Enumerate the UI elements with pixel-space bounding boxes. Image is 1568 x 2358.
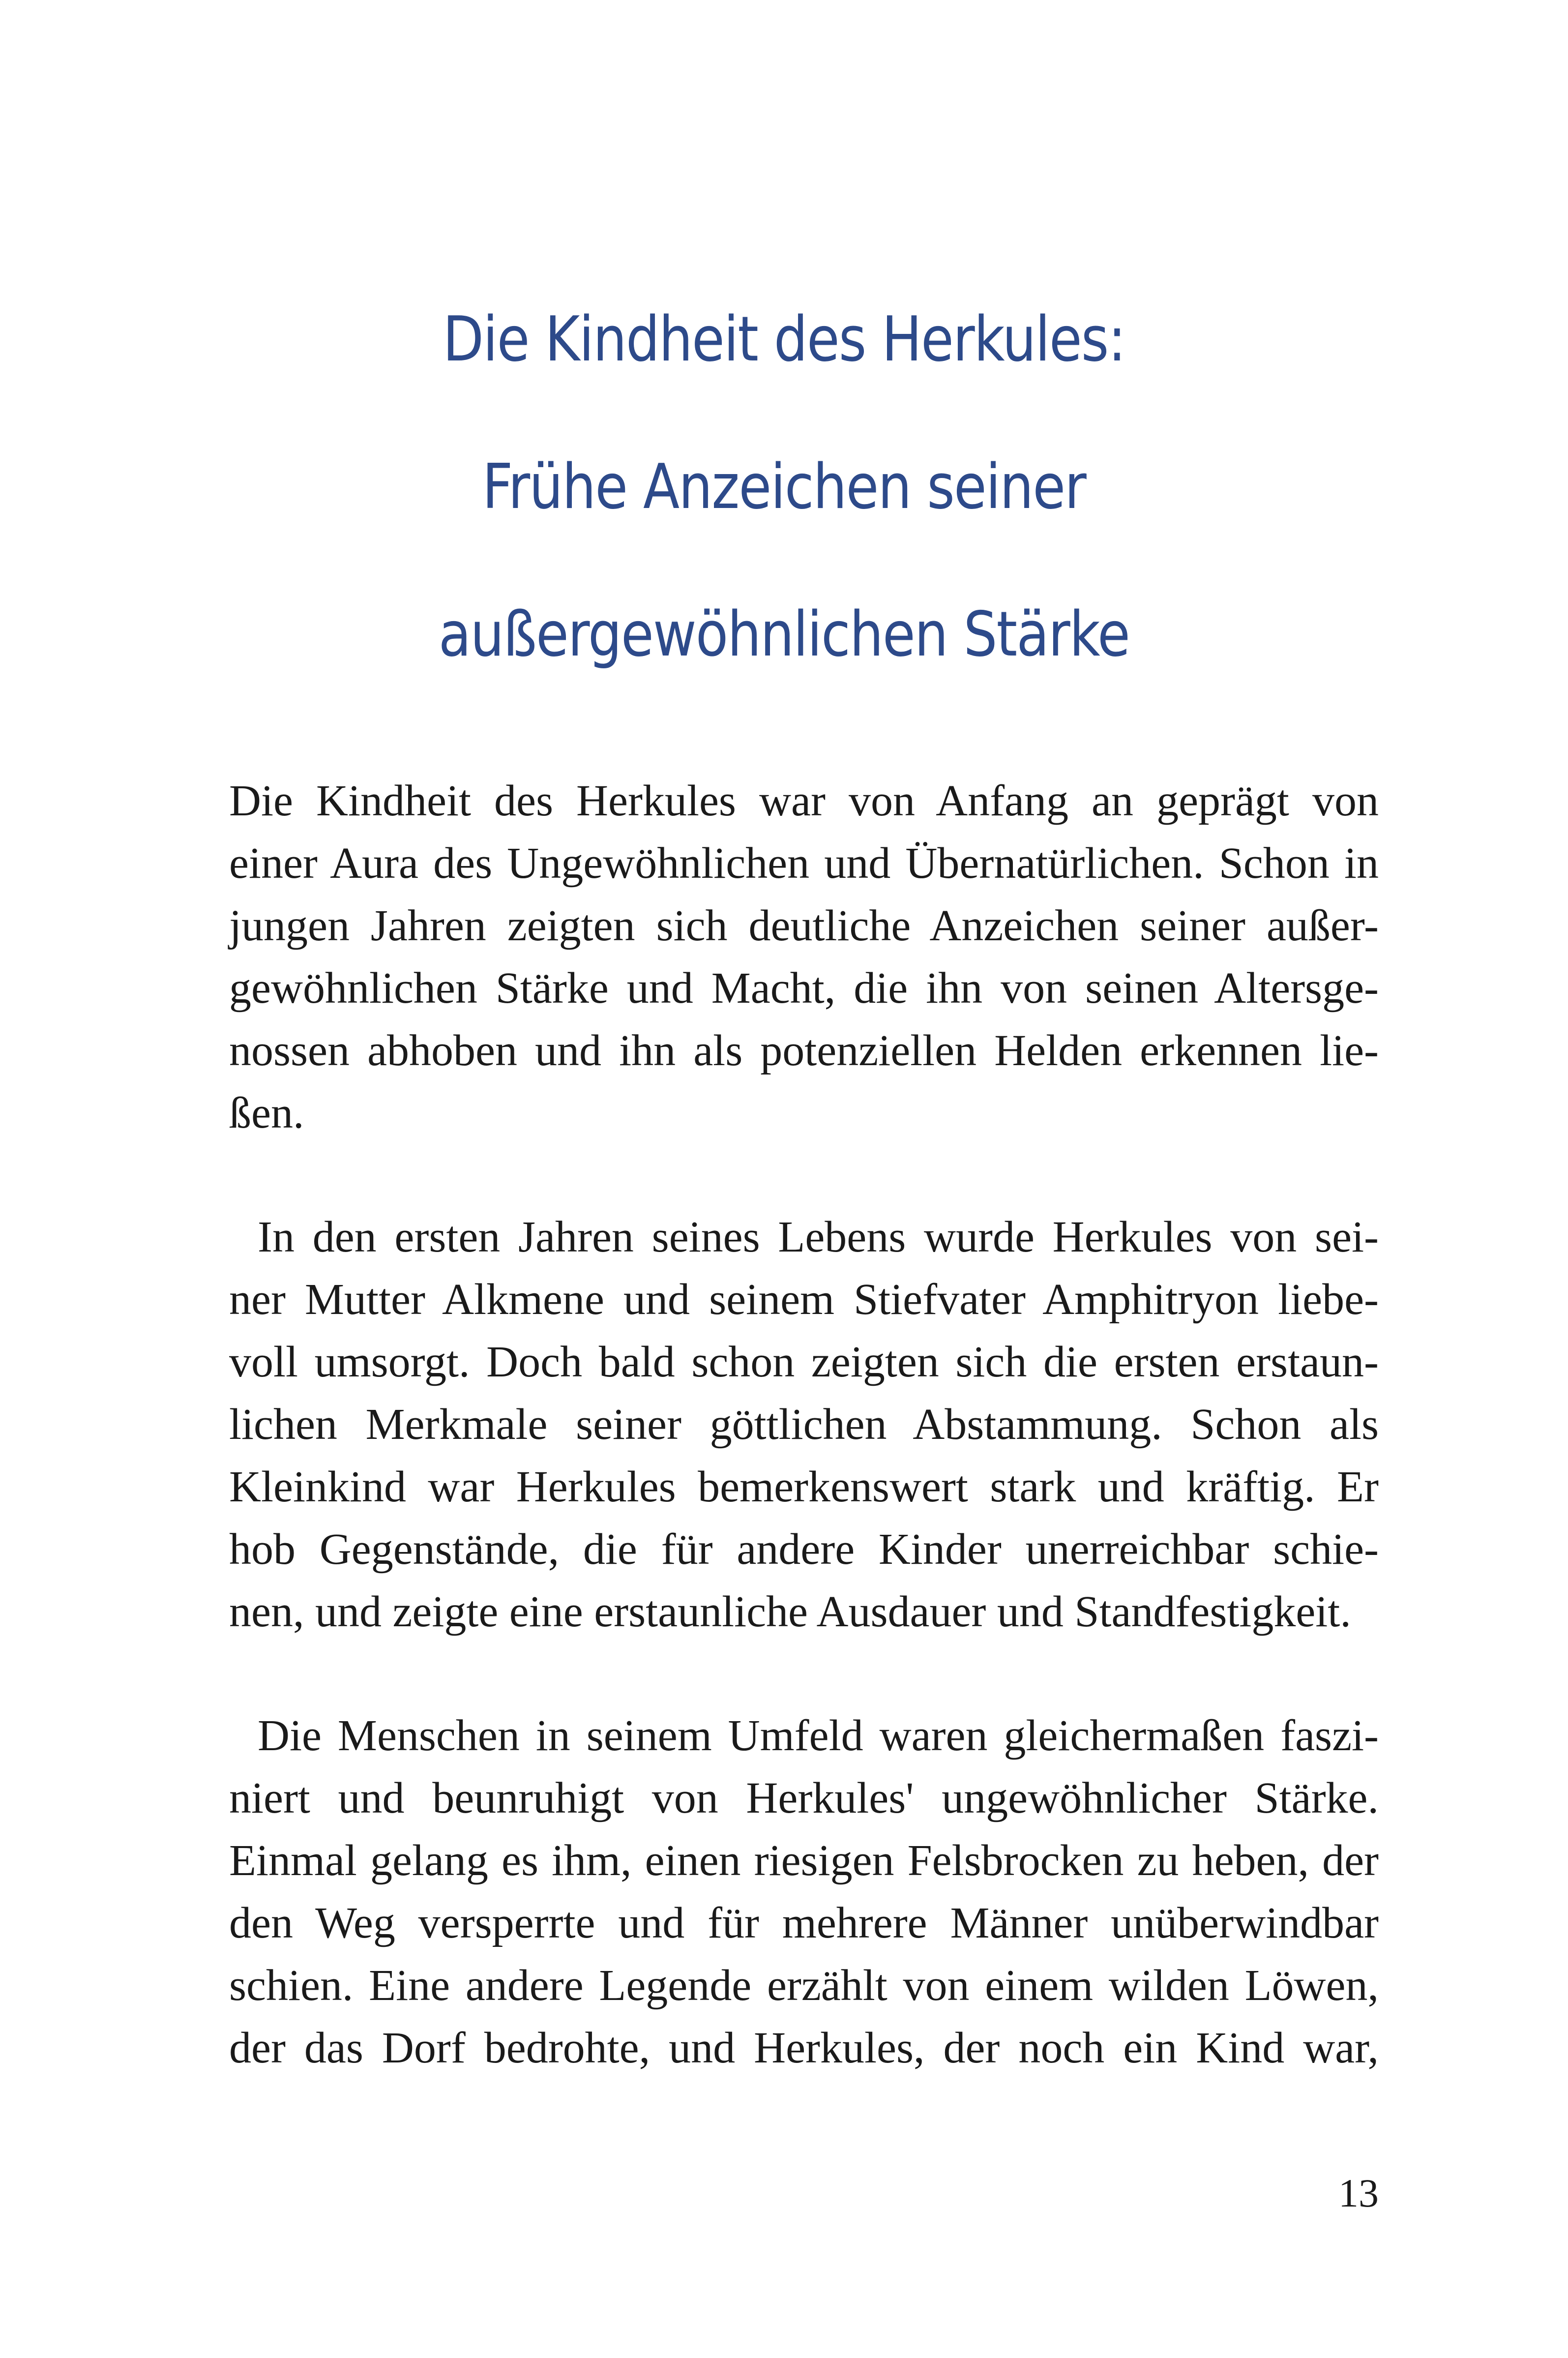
- text-line: niert und beunruhigt von Herkules' ungewöhnlicher Stärke.: [229, 1774, 1379, 1822]
- text-line: Einmal gelang es ihm, einen riesigen Felsbrocken zu heben, der: [229, 1836, 1379, 1885]
- text-line: nossen abhoben und ihn als potenziellen Helden erkennen lie-: [229, 1026, 1379, 1075]
- page-number: 13: [1338, 2171, 1379, 2215]
- text-line: ner Mutter Alkmene und seinem Stiefvater Amphitryon liebe-: [229, 1275, 1379, 1324]
- chapter-title: [110, 266, 1458, 708]
- chapter-title-line: Frühe Anzeichen seiner: [482, 450, 1086, 523]
- text-line: Die Kindheit des Herkules war von Anfang an geprägt von: [229, 776, 1379, 825]
- text-line: jungen Jahren zeigten sich deutliche Anzeichen seiner außer-: [229, 901, 1379, 950]
- chapter-title-line: außergewöhnlichen Stärke: [438, 598, 1130, 670]
- paragraph: [229, 1206, 1379, 1643]
- text-line: lichen Merkmale seiner göttlichen Abstammung. Schon als: [229, 1400, 1379, 1449]
- paragraph: [229, 770, 1379, 1144]
- text-line: gewöhnlichen Stärke und Macht, die ihn von seinen Altersge-: [229, 964, 1379, 1013]
- text-line: In den ersten Jahren seines Lebens wurde Herkules von sei-: [258, 1213, 1379, 1261]
- text-line: Die Menschen in seinem Umfeld waren gleichermaßen faszi-: [258, 1711, 1379, 1760]
- text-line: voll umsorgt. Doch bald schon zeigten sich die ersten erstaun-: [229, 1338, 1379, 1386]
- text-line: ßen.: [229, 1089, 304, 1137]
- body-text: [229, 770, 1379, 2141]
- paragraph: [229, 1704, 1379, 2079]
- text-line: der das Dorf bedrohte, und Herkules, der noch ein Kind war,: [229, 2024, 1379, 2072]
- text-line: Kleinkind war Herkules bemerkenswert stark und kräftig. Er: [229, 1463, 1379, 1511]
- text-line: schien. Eine andere Legende erzählt von einem wilden Löwen,: [229, 1961, 1379, 2010]
- text-line: hob Gegenstände, die für andere Kinder unerreichbar schie-: [229, 1525, 1379, 1574]
- text-line: einer Aura des Ungewöhnlichen und Übernatürlichen. Schon in: [229, 839, 1379, 888]
- text-line: nen, und zeigte eine erstaunliche Ausdauer und Standfestigkeit.: [229, 1587, 1351, 1636]
- text-line: den Weg versperrte und für mehrere Männer unüberwindbar: [229, 1899, 1379, 1947]
- chapter-title-line: Die Kindheit des Herkules:: [443, 303, 1125, 375]
